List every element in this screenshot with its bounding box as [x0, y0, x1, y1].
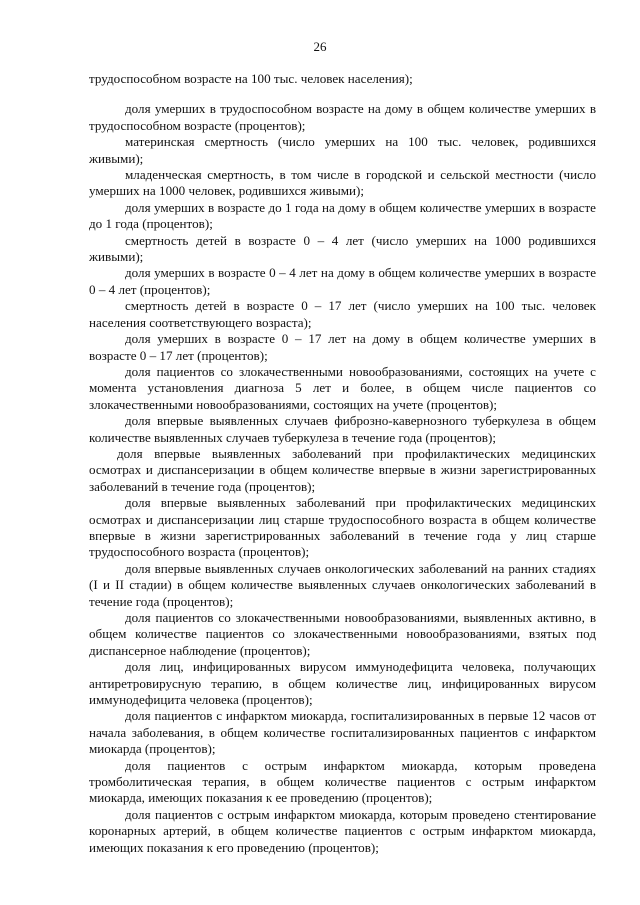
paragraph-indicator: доля пациентов с острым инфарктом миокарда, которым проведена тромболитическая терапия, в общем количестве пациентов с острым инфарктом миокарда, имеющих показания к ее проведению (процентов);	[89, 757, 596, 806]
paragraph-indicator: доля лиц, инфицированных вирусом иммунодефицита человека, получающих антиретровирусную терапию, в общем количестве лиц, инфицированных вирусом иммунодефицита человека (процентов);	[89, 659, 596, 708]
paragraph-indicator: доля пациентов со злокачественными новообразованиями, выявленных активно, в общем количестве пациентов со злокачественными новообразованиями, взятых под диспансерное наблюдение (процентов);	[89, 610, 596, 658]
paragraph-indicator: доля впервые выявленных случаев онкологических заболеваний на ранних стадиях (I и II стадии) в общем количестве выявленных случаев онкологических заболеваний в течение года (процентов);	[89, 560, 596, 609]
page-number: 26	[313, 39, 327, 54]
paragraph-indicator: доля пациентов со злокачественными новообразованиями, состоящих на учете с момента установления диагноза 5 лет и более, в общем числе пациентов со злокачественными новообразованиями, состоящих на учете (процентов);	[89, 363, 596, 412]
paragraph-indicator: доля умерших в трудоспособном возрасте на дому в общем количестве умерших в трудоспособном возрасте (процентов);	[89, 101, 596, 133]
paragraph-indicator: смертность детей в возрасте 0 – 4 лет (число умерших на 1000 родившихся живыми);	[89, 232, 596, 265]
paragraph-continuation: трудоспособном возрасте на 100 тыс. человек населения);	[89, 71, 413, 86]
paragraph-indicator: доля пациентов с инфарктом миокарда, госпитализированных в первые 12 часов от начала заболевания, в общем количестве госпитализированных пациентов с инфарктом миокарда (процентов);	[89, 708, 596, 757]
paragraph-indicator: доля пациентов с острым инфарктом миокарда, которым проведено стентирование коронарных артерий, в общем количестве пациентов с острым инфарктом миокарда, имеющих показания к его проведению (процентов);	[89, 806, 596, 855]
paragraph-indicator: доля умерших в возрасте до 1 года на дому в общем количестве умерших в возрасте до 1 года (процентов);	[89, 199, 596, 232]
paragraph-indicator: материнская смертность (число умерших на 100 тыс. человек, родившихся живыми);	[89, 134, 596, 166]
paragraph-indicator: доля впервые выявленных заболеваний при профилактических медицинских осмотрах и диспансеризации лиц старше трудоспособного возраста в общем количестве впервые в жизни зарегистрированных заболеваний в течение года у лиц старше трудоспособного возраста (процентов);	[89, 495, 596, 560]
paragraph-indicator: доля умерших в возрасте 0 – 17 лет на дому в общем количестве умерших в возрасте 0 – 17 лет (процентов);	[89, 331, 596, 363]
paragraph-indicator: доля умерших в возрасте 0 – 4 лет на дому в общем количестве умерших в возрасте 0 – 4 лет (процентов);	[89, 265, 596, 297]
paragraph-indicator: смертность детей в возрасте 0 – 17 лет (число умерших на 100 тыс. человек населения соответствующего возраста);	[89, 298, 596, 330]
paragraph-indicator: доля впервые выявленных случаев фиброзно-кавернозного туберкулеза в общем количестве выявленных случаев туберкулеза в течение года (процентов);	[89, 413, 596, 445]
paragraph-indicator: доля впервые выявленных заболеваний при профилактических медицинских осмотрах и диспансеризации в общем количестве впервые в жизни зарегистрированных заболеваний в течение года (процентов);	[89, 445, 596, 494]
paragraph-indicator: младенческая смертность, в том числе в городской и сельской местности (число умерших на 1000 человек, родившихся живыми);	[89, 167, 596, 199]
document-body	[89, 71, 596, 856]
